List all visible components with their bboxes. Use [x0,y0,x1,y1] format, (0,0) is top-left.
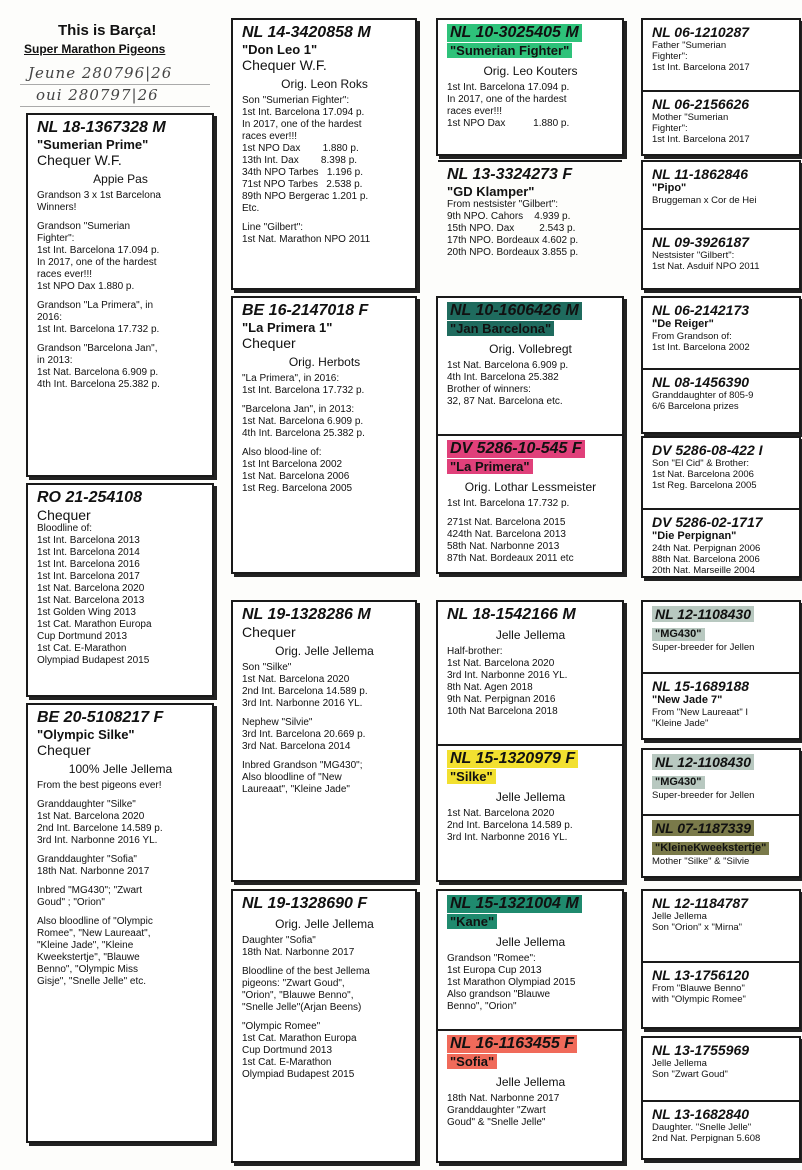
result-line: 4th Int. Barcelona 25.382 p. [242,428,365,439]
card-bottom [438,744,622,880]
ring-number: NL 13-3324273 F [447,166,573,183]
pigeon-name: "De Reiger" [652,318,714,330]
pigeon-name: "New Jade 7" [652,694,723,706]
ring-number: RO 21-254108 [37,489,142,506]
result-line: Romee", "New Laureaat", [37,928,151,939]
result-line: Son "Orion" x "Mirna" [652,922,743,933]
spacer [242,959,407,966]
result-line: Line "Gilbert": [242,222,304,233]
result-line: 1st Int. Barcelona 17.732 p. [37,324,160,335]
result-line: From nestsister "Gilbert": [447,199,559,210]
result-line: Grandson "La Primera", in [37,300,154,311]
card-top [643,602,799,672]
pedigree-card-pair [436,889,624,1163]
ring-number: NL 06-1210287 [652,24,750,40]
card-bottom [438,434,622,572]
result-line: 1st Nat. Barcelona 2006 [242,471,350,482]
result-line: 34th NPO Tarbes 1.196 p. [242,167,364,178]
origin: Orig. Herbots [288,355,361,369]
result-line: Olympiad Budapest 2015 [242,1069,355,1080]
handwritten-note: Jeune 280796|26 [28,64,173,82]
origin: Orig. Jelle Jellema [275,644,374,658]
result-line: In 2017, one of the hardest [242,119,362,130]
ring-number: NL 10-1606426 M [447,302,582,320]
card-body [233,891,415,1161]
card-top [643,438,799,508]
result-line: 1st Int. Barcelona 17.732 p. [242,385,365,396]
ring-number: NL 06-2156626 [652,96,750,112]
card-bottom [643,814,799,876]
result-line: 89th NPO Bergerac 1.201 p. [242,191,369,202]
result-line: races ever!!! [447,106,503,117]
ring-number: DV 5286-10-545 F [447,440,585,458]
result-line: 1st Cat. Marathon Europa [242,1033,357,1044]
result-line: 1st Nat. Barcelona 2020 [37,811,145,822]
result-line: 71st NPO Tarbes 2.538 p. [242,179,363,190]
card-top [438,891,622,1029]
pedigree-card [26,703,214,1143]
result-line: "Kleine Jade", "Kleine [37,940,134,951]
origin: Orig. Vollebregt [489,342,572,356]
result-line: 1st Nat. Barcelona 2020 [447,808,555,819]
card-top [438,20,622,160]
origin: Orig. Lothar Lessmeister [464,480,597,494]
result-line: 1st Nat. Barcelona 6.909 p. [37,367,159,378]
pigeon-color: Chequer W.F. [242,57,327,73]
result-line: 2nd Nat. Perpignan 5.608 [652,1133,761,1144]
card-bottom [643,368,799,432]
result-line: Son "Zwart Goud" [652,1069,728,1080]
result-line: races ever!!! [37,269,93,280]
result-line: Nephew "Silvie" [242,717,313,728]
spacer [37,878,204,885]
result-line: Bloodline of: [37,523,93,534]
pigeon-name: "KleineKweekstertje" [652,842,769,855]
result-line: 3rd Int. Barcelona 20.669 p. [242,729,366,740]
pigeon-name: "Sofia" [447,1054,497,1069]
card-body [28,115,212,475]
result-line: Also bloodline of "New [242,772,342,783]
result-line: Inbred Grandson "MG430"; [242,760,363,771]
result-line: 1st NPO Dax 1.880 p. [447,118,570,129]
card-top [643,750,799,814]
divider [20,84,210,85]
result-line: 4th Int. Barcelona 25.382 [447,372,559,383]
result-line: Also bloodline of "Olympic [37,916,153,927]
result-line: 20th Nat. Marseille 2004 [652,565,755,576]
card-bottom [643,228,799,288]
spacer [242,710,407,717]
origin: Orig. Jelle Jellema [275,917,374,931]
result-line: 8th Nat. Agen 2018 [447,682,533,693]
pedigree-card-pair [641,748,801,878]
pigeon-name: "Sumerian Prime" [37,137,149,152]
result-line: 1st Int. Barcelona 2013 [37,535,140,546]
ring-number: NL 12-1108430 [652,606,754,622]
result-line: Daughter "Sofia" [242,935,316,946]
pedigree-card-pair [641,436,801,578]
result-line: Mother "Silke" & "Silvie [652,856,750,867]
result-line: 1st Int. Barcelona 2017 [652,134,750,145]
ring-number: NL 15-1689188 [652,678,750,694]
result-line: 1st Nat. Barcelona 2020 [447,658,555,669]
card-top [438,602,622,744]
result-line: 1st Int. Barcelona 17.094 p. [37,245,160,256]
result-line: "Orion", "Blauwe Benno", [242,990,354,1001]
result-line: Also blood-line of: [242,447,322,458]
result-line: Super-breeder for Jellen [652,790,755,801]
pigeon-name: "MG430" [652,628,705,641]
result-line: 1st Nat. Barcelona 2013 [37,595,145,606]
result-line: 1st Nat. Barcelona 2020 [242,674,350,685]
result-line: Half-brother: [447,646,503,657]
result-line: 1st Reg. Barcelona 2005 [242,483,353,494]
result-line: From Grandson of: [652,331,732,342]
spacer [37,293,204,300]
origin: Orig. Leon Roks [281,77,368,91]
pedigree-card-pair [436,296,624,574]
result-line: 32, 87 Nat. Barcelona etc. [447,396,563,407]
result-line: Jelle Jellema [652,911,707,922]
ring-number: NL 13-1682840 [652,1106,750,1122]
ring-number: NL 12-1108430 [652,754,754,770]
card-top [438,298,622,434]
pedigree-card-pair [641,600,801,740]
spacer [37,336,204,343]
result-line: 13th Int. Dax 8.398 p. [242,155,358,166]
result-line: Grandson "Sumerian [37,221,131,232]
result-line: Fighter": [652,51,688,62]
result-line: Grandson 3 x 1st Barcelona [37,190,161,201]
result-line: 3rd Int. Narbonne 2016 YL. [447,832,568,843]
origin: Appie Pas [93,172,148,186]
pigeon-color: Chequer [37,507,91,523]
pedigree-card [231,600,417,882]
result-line: From "New Laureaat" I [652,707,748,718]
pigeon-name: "Olympic Silke" [37,727,135,742]
result-line: 2nd Int. Barcelone 14.589 p. [37,823,163,834]
spacer [242,215,407,222]
card-bottom [438,1029,622,1161]
result-line: From the best pigeons ever! [37,780,162,791]
ring-number: NL 15-1321004 M [447,895,582,913]
pedigree-card-pair [436,600,624,882]
result-line: Bruggeman x Cor de Hei [652,195,757,206]
result-line: Son "El Cid" & Brother: [652,458,750,469]
pigeon-name: "Don Leo 1" [242,42,318,57]
pigeon-color: Chequer [37,742,91,758]
result-line: 1st Int. Barcelona 2014 [37,547,140,558]
result-line: Etc. [242,203,260,214]
spacer [242,440,407,447]
result-line: 1st Int. Barcelona 17.094 p. [447,82,570,93]
pigeon-name: "MG430" [652,776,705,789]
pigeon-name: "Silke" [447,769,496,784]
result-line: 1st Nat. Barcelona 2020 [37,583,145,594]
result-line: Daughter. "Snelle Jelle" [652,1122,752,1133]
result-line: 88th Nat. Barcelona 2006 [652,554,760,565]
result-line: Also grandson "Blauwe [447,989,551,1000]
spacer [447,510,614,517]
result-line: 17th NPO. Bordeaux 4.602 p. [447,235,579,246]
origin: Jelle Jellema [495,935,566,949]
ring-number: NL 19-1328286 M [242,606,371,623]
result-line: 271st Nat. Barcelona 2015 [447,517,566,528]
result-line: 18th Nat. Narbonne 2017 [447,1093,560,1104]
ring-number: NL 12-1184787 [652,895,748,911]
ring-number: NL 10-3025405 M [447,24,582,42]
pigeon-name: "Sumerian Fighter" [447,43,572,58]
result-line: 1st Cat. Marathon Europa [37,619,152,630]
result-line: Grandson "Romee": [447,953,536,964]
card-body [28,705,212,1141]
ring-number: NL 13-1756120 [652,967,750,983]
pigeon-name: "La Primera" [447,459,533,474]
result-line: Benno", "Orion" [447,1001,517,1012]
card-body [233,602,415,880]
pedigree-card [26,113,214,477]
result-line: 87th Nat. Bordeaux 2011 etc [447,553,574,564]
pigeon-color: Chequer [242,624,296,640]
origin: 100% Jelle Jellema [68,762,173,776]
ring-number: NL 13-1755969 [652,1042,750,1058]
result-line: Laureaat", "Kleine Jade" [242,784,350,795]
ring-number: BE 16-2147018 F [242,302,369,319]
result-line: 1st Int. Barcelona 2017 [37,571,140,582]
result-line: Granddaughter "Sofia" [37,854,137,865]
ring-number: NL 06-2142173 [652,302,750,318]
ring-number: NL 08-1456390 [652,374,750,390]
result-line: 15th NPO. Dax 2.543 p. [447,223,576,234]
result-line: 1st Cat. E-Marathon [37,643,127,654]
ring-number: NL 19-1328690 F [242,895,368,912]
result-line: In 2017, one of the hardest [37,257,157,268]
result-line: Fighter": [37,233,75,244]
pedigree-card [231,18,417,290]
divider [20,106,210,107]
spacer [37,909,204,916]
card-top [643,20,799,90]
result-line: 9th Nat. Perpignan 2016 [447,694,556,705]
result-line: Olympiad Budapest 2015 [37,655,150,666]
ring-number: DV 5286-02-1717 [652,514,763,530]
result-line: Cup Dortmund 2013 [37,631,128,642]
card-top [643,1038,799,1100]
result-line: Grandson "Barcelona Jan", [37,343,158,354]
result-line: Father "Sumerian [652,40,727,51]
result-line: 1st Int. Barcelona 2017 [652,62,750,73]
result-line: 1st Marathon Olympiad 2015 [447,977,576,988]
result-line: Granddaughter "Silke" [37,799,136,810]
pigeon-name: "La Primera 1" [242,320,333,335]
result-line: Super-breeder for Jellen [652,642,755,653]
result-line: 1st Reg. Barcelona 2005 [652,480,757,491]
result-line: 1st Nat. Barcelona 2006 [652,469,754,480]
result-line: Son "Sumerian Fighter": [242,95,350,106]
card-top [643,162,799,228]
result-line: in 2013: [37,355,73,366]
spacer [242,397,407,404]
ring-number: NL 14-3420858 M [242,24,371,41]
result-line: Son "Silke" [242,662,292,673]
result-line: 1st Int. Barcelona 17.732 p. [447,498,570,509]
result-line: 6/6 Barcelona prizes [652,401,739,412]
result-line: "Barcelona Jan", in 2013: [242,404,355,415]
pigeon-color: Chequer [242,335,296,351]
spacer [37,847,204,854]
result-line: Brother of winners: [447,384,531,395]
result-line: Mother "Sumerian [652,112,729,123]
result-line: Granddaughter "Zwart [447,1105,546,1116]
result-line: pigeons: "Zwart Goud", [242,978,345,989]
result-line: "Snelle Jelle"(Arjan Beens) [242,1002,362,1013]
result-line: 1st Europa Cup 2013 [447,965,542,976]
ring-number: NL 16-1163455 F [447,1035,577,1053]
result-line: "Kleine Jade" [652,718,709,729]
result-line: 1st Nat. Barcelona 6.909 p. [447,360,569,371]
card-body [28,485,212,695]
result-line: 1st Int. Barcelona 2002 [652,342,750,353]
result-line: Inbred "MG430"; "Zwart [37,885,143,896]
result-line: 1st Cat. E-Marathon [242,1057,332,1068]
ring-number: NL 15-1320979 F [447,750,578,768]
card-bottom [643,1100,799,1158]
result-line: 1st Int. Barcelona 17.094 p. [242,107,365,118]
pedigree-card [231,889,417,1163]
spacer [37,214,204,221]
card-bottom [643,90,799,154]
ring-number: BE 20-5108217 F [37,709,164,726]
result-line: with "Olympic Romee" [652,994,746,1005]
result-line: Benno", "Olympic Miss [37,964,139,975]
result-line: "La Primera", in 2016: [242,373,340,384]
header-title: This is Barça! [58,22,157,39]
card-bottom [643,961,799,1027]
pedigree-card [231,296,417,574]
result-line: Jelle Jellema [652,1058,707,1069]
origin: Orig. Leo Kouters [483,64,578,78]
ring-number: NL 07-1187339 [652,820,754,836]
pedigree-card [26,483,214,697]
handwritten-note: oui 280797|26 [36,86,159,104]
result-line: 2016: [37,312,63,323]
result-line: 1st Int. Barcelona 2016 [37,559,140,570]
result-line: From "Blauwe Benno" [652,983,745,994]
pedigree-card-pair [641,1036,801,1160]
pigeon-name: "Jan Barcelona" [447,321,554,336]
result-line: 2nd Int. Barcelona 14.589 p. [242,686,368,697]
result-line: 1st Int Barcelona 2002 [242,459,343,470]
origin: Jelle Jellema [495,628,566,642]
card-body [233,298,415,572]
result-line: 1st Golden Wing 2013 [37,607,136,618]
result-line: 1st NPO Dax 1.880 p. [37,281,135,292]
result-line: 58th Nat. Narbonne 2013 [447,541,560,552]
card-bottom [643,508,799,576]
result-line: In 2017, one of the hardest [447,94,567,105]
spacer [242,753,407,760]
result-line: races ever!!! [242,131,298,142]
card-bottom [643,672,799,738]
pedigree-card-pair [641,296,801,434]
result-line: 4th Int. Barcelona 25.382 p. [37,379,160,390]
header-subtitle: Super Marathon Pigeons [24,42,166,56]
ring-number: NL 11-1862846 [652,166,748,182]
spacer [242,1014,407,1021]
pigeon-name: "GD Klamper" [447,184,535,199]
ring-number: NL 18-1542166 M [447,606,576,623]
pigeon-name: "Kane" [447,914,497,929]
result-line: 24th Nat. Perpignan 2006 [652,543,761,554]
result-line: 9th NPO. Cahors 4.939 p. [447,211,571,222]
result-line: Goud" & "Snelle Jelle" [447,1117,546,1128]
result-line: Bloodline of the best Jellema [242,966,370,977]
result-line: Nestsister "Gilbert": [652,250,735,261]
pedigree-card-pair [641,18,801,156]
result-line: 3rd Int. Narbonne 2016 YL. [447,670,568,681]
card-top [643,298,799,368]
result-line: Kweekstertje", "Blauwe [37,952,140,963]
result-line: 1st Nat. Barcelona 6.909 p. [242,416,364,427]
result-line: 3rd Int. Narbonne 2016 YL. [242,698,363,709]
result-line: Gisje", "Snelle Jelle" etc. [37,976,147,987]
result-line: Goud" ; "Orion" [37,897,105,908]
result-line: 424th Nat. Barcelona 2013 [447,529,566,540]
result-line: 3rd Nat. Barcelona 2014 [242,741,351,752]
result-line: 18th Nat. Narbonne 2017 [242,947,355,958]
result-line: 10th Nat Barcelona 2018 [447,706,558,717]
card-top [643,891,799,961]
result-line: Winners! [37,202,77,213]
card-body [233,20,415,288]
result-line: 20th NPO. Bordeaux 3.855 p. [447,247,579,258]
ring-number: NL 09-3926187 [652,234,750,250]
spacer [37,792,204,799]
pedigree-card-pair [641,889,801,1029]
result-line: 1st Nat. Marathon NPO 2011 [242,234,371,245]
result-line: Cup Dortmund 2013 [242,1045,333,1056]
pigeon-color: Chequer W.F. [37,152,122,168]
pigeon-name: "Pipo" [652,182,687,194]
card-bottom [438,160,622,258]
result-line: 18th Nat. Narbonne 2017 [37,866,150,877]
pedigree-card-pair [641,160,801,290]
origin: Jelle Jellema [495,1075,566,1089]
result-line: 3rd Int. Narbonne 2016 YL. [37,835,158,846]
pedigree-card-pair [436,18,624,258]
result-line: "Olympic Romee" [242,1021,321,1032]
ring-number: NL 18-1367328 M [37,119,166,136]
result-line: 2nd Int. Barcelona 14.589 p. [447,820,573,831]
ring-number: DV 5286-08-422 I [652,442,763,458]
pigeon-name: "Die Perpignan" [652,530,737,542]
result-line: Granddaughter of 805-9 [652,390,754,401]
origin: Jelle Jellema [495,790,566,804]
result-line: 1st NPO Dax 1.880 p. [242,143,359,154]
result-line: 1st Nat. Asduif NPO 2011 [652,261,760,272]
result-line: Fighter": [652,123,688,134]
